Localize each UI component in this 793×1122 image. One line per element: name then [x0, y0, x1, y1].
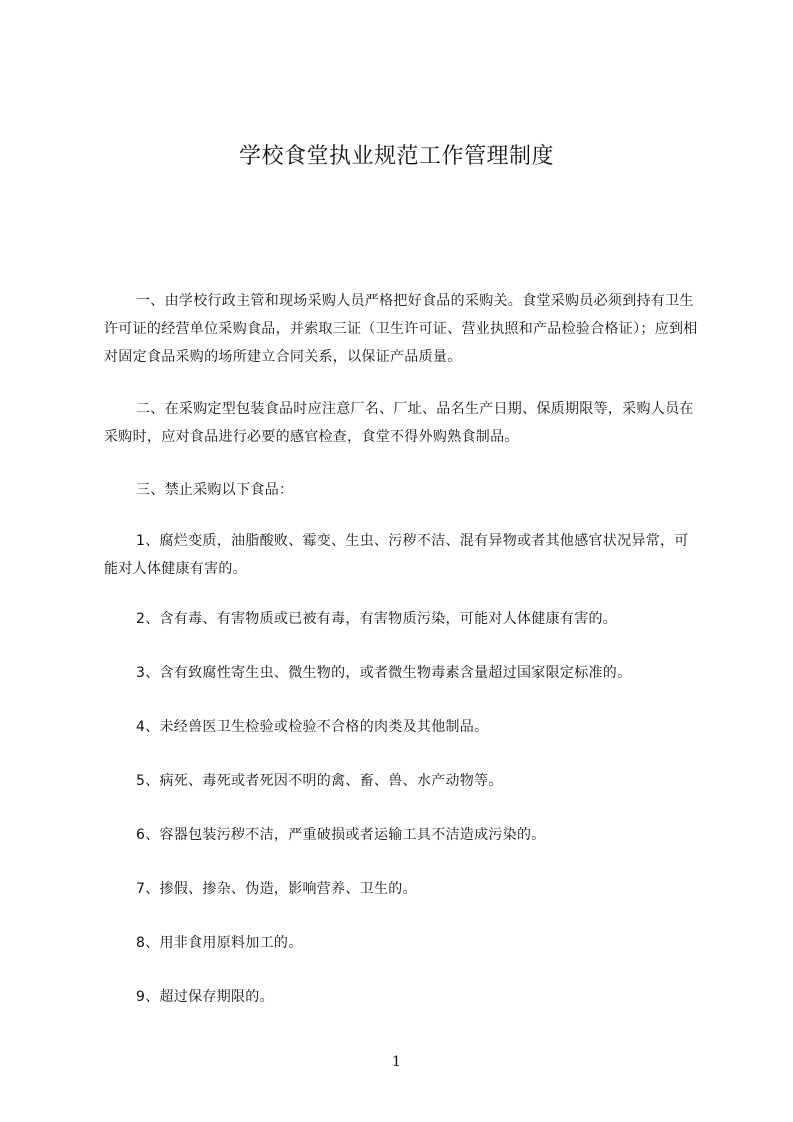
- paragraph-2: 二、在采购定型包装食品时应注意厂名、厂址、品名生产日期、保质期限等，采购人员在采购时，应对食品进行必要的感官检查，食堂不得外购熟食制品。: [104, 401, 694, 445]
- paragraph-3: 三、禁止采购以下食品：: [136, 482, 294, 498]
- page-number: 1: [392, 1054, 401, 1070]
- list-item-8: 8、用非食用原料加工的。: [136, 935, 303, 951]
- list-item-7: 7、掺假、掺杂、伪造，影响营养、卫生的。: [136, 881, 417, 897]
- list-item-6: 6、容器包装污秽不洁，严重破损或者运输工具不洁造成污染的。: [136, 827, 546, 843]
- list-item-4: 4、未经兽医卫生检验或检验不合格的肉类及其他制品。: [136, 719, 489, 735]
- list-item-3: 3、含有致腐性寄生虫、微生物的，或者微生物毒素含量超过国家限定标准的。: [136, 665, 632, 681]
- document-title: 学校食堂执业规范工作管理制度: [238, 144, 554, 169]
- list-item-1: 1、腐烂变质，油脂酸败、霉变、生虫、污秽不洁、混有异物或者其他感官状况异常，可能对人体健康有害的。: [104, 533, 689, 577]
- list-item-5: 5、病死、毒死或者死因不明的禽、畜、兽、水产动物等。: [136, 773, 503, 789]
- list-item-9: 9、超过保存期限的。: [136, 989, 274, 1005]
- paragraph-1: 一、由学校行政主管和现场采购人员严格把好食品的采购关。食堂采购员必须到持有卫生许可证的经营单位采购食品，并索取三证（卫生许可证、营业执照和产品检验合格证）；应到相对固定食品采购的场所建立合同关系，以保证产品质量。: [104, 293, 698, 365]
- list-item-2: 2、含有毒、有害物质或已被有毒，有害物质污染，可能对人体健康有害的。: [136, 611, 618, 627]
